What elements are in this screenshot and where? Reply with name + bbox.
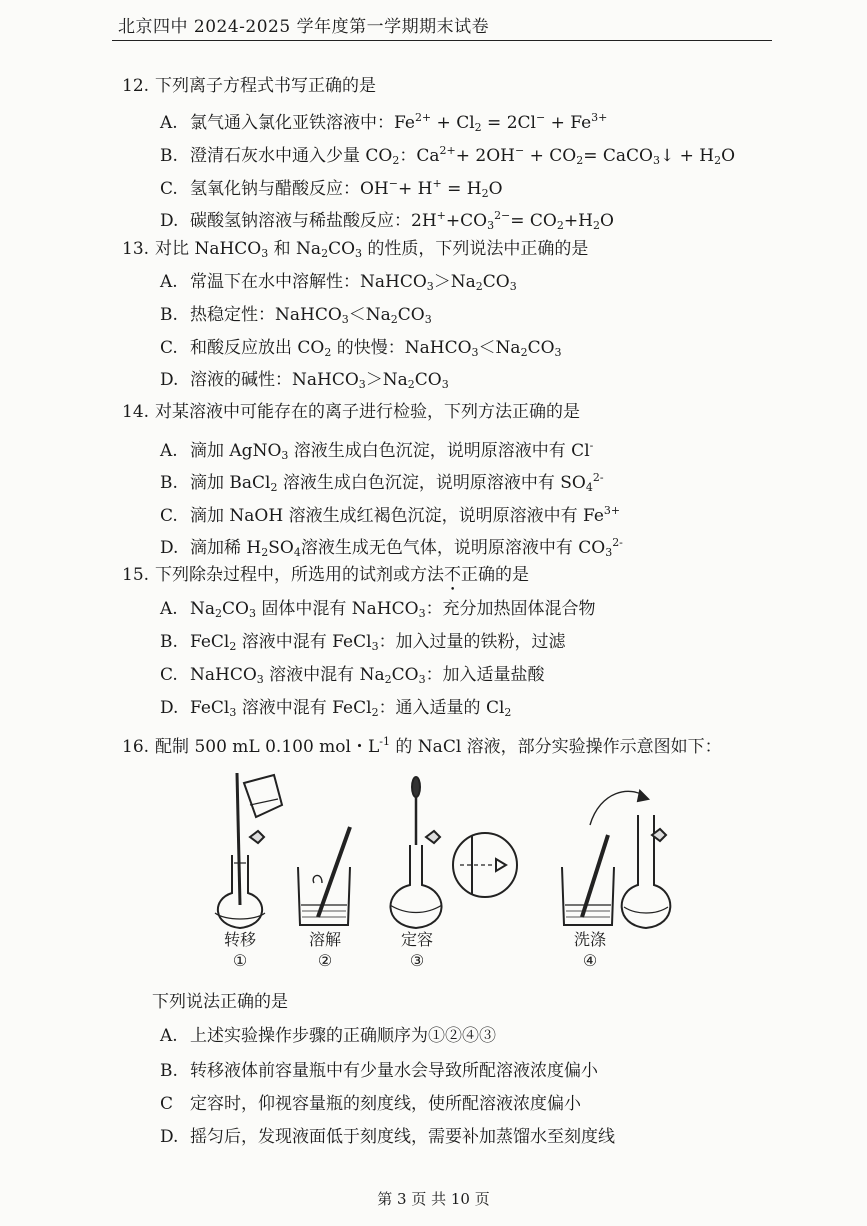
question-13-option-d: D. 溶液的碱性：$NaHCO_3>Na_2CO_3$: [160, 370, 449, 391]
transfer-pouring-beaker: [244, 775, 282, 817]
question-13-option-b: B. 热稳定性：$NaHCO_3<Na_2CO_3$: [160, 305, 432, 326]
transfer-glass-rod: [237, 773, 240, 905]
lab-procedure-diagram: [210, 765, 680, 935]
step-number-4: ④: [582, 951, 598, 970]
transfer-stopper: [250, 831, 264, 843]
question-14-option-b: B. 滴加 BaCl$_2$ 溶液生成白色沉淀，说明原溶液中有 $SO_4^{2-}$: [160, 471, 604, 494]
question-15-stem: 15. 下列除杂过程中，所选用的试剂或方法不正确的是: [122, 565, 530, 585]
question-13-stem: 13. 对比 NaHCO$_3$ 和 $Na_2CO_3$ 的性质，下列说法中正确的是: [122, 239, 589, 260]
question-16-sub-stem: 下列说法正确的是: [152, 992, 288, 1012]
question-16-option-c: C 定容时，仰视容量瓶的刻度线，使所配溶液浓度偏小: [160, 1094, 581, 1114]
question-15-option-a: A. $Na_2CO_3$ 固体中混有 NaHCO$_3$：充分加热固体混合物: [160, 599, 596, 620]
step-number-2: ②: [317, 951, 333, 970]
question-16-option-d: D. 摇匀后，发现液面低于刻度线，需要补加蒸馏水至刻度线: [160, 1127, 615, 1147]
question-16-option-a: A. 上述实验操作步骤的正确顺序为①②④③: [160, 1026, 496, 1046]
lab-procedure-figure: [210, 765, 680, 980]
eye-level-view: [453, 833, 517, 897]
question-15-option-b: B. FeCl$_2$ 溶液中混有 FeCl$_3$：加入过量的铁粉，过滤: [160, 632, 566, 653]
page-footer: 第 3 页 共 10 页: [377, 1190, 490, 1208]
question-15-option-d: D. FeCl$_3$ 溶液中混有 FeCl$_2$：通入适量的 $Cl_2$: [160, 698, 512, 719]
question-12-option-c: C. 氢氧化钠与醋酸反应：$OH^-+ H^+ = H_2O$: [160, 177, 503, 200]
question-16-stem: 16. 配制 500 mL 0.100 mol・$L^{-1}$ 的 NaCl 溶液，部分实验操作示意图如下：: [122, 735, 722, 757]
stir-arrow: [313, 875, 322, 883]
makeup-flask: [390, 845, 442, 928]
question-14-stem: 14. 对某溶液中可能存在的离子进行检验，下列方法正确的是: [122, 402, 581, 422]
label-makeup: 定容: [400, 930, 433, 949]
question-12-option-b: B. 澄清石灰水中通入少量 $CO_2$：$Ca^{2+}+ 2OH^- + CO_2=$ CaCO$_3$↓ + $H_2O$: [160, 144, 735, 167]
question-12-option-a: A. 氯气通入氯化亚铁溶液中：$Fe^{2+} + Cl_2 = 2Cl^- + Fe^{3+}$: [160, 111, 608, 134]
question-13-option-c: C. 和酸反应放出 $CO_2$ 的快慢：$NaHCO_3<Na_2CO_3$: [160, 338, 562, 359]
question-15-option-c: C. NaHCO$_3$ 溶液中混有 $Na_2CO_3$：加入适量盐酸: [160, 665, 545, 686]
dropper: [412, 777, 420, 845]
question-13-option-a: A. 常温下在水中溶解性：$NaHCO_3>Na_2CO_3$: [160, 272, 517, 293]
exam-header: 北京四中 2024-2025 学年度第一学期期末试卷: [118, 17, 490, 37]
wash-flask: [622, 815, 671, 928]
label-transfer: 转移: [223, 930, 256, 949]
question-12-option-d: D. 碳酸氢钠溶液与稀盐酸反应：$2H^++CO_3^{2-}= CO_2+H_2O$: [160, 209, 614, 232]
question-14-option-a: A. 滴加 AgNO$_3$ 溶液生成白色沉淀，说明原溶液中有 Cl-: [160, 439, 594, 462]
header-rule: [112, 40, 772, 41]
dissolve-stirring-rod: [318, 827, 350, 917]
question-16-option-b: B. 转移液体前容量瓶中有少量水会导致所配溶液浓度偏小: [160, 1061, 598, 1081]
emphasis-not: 不: [444, 565, 462, 585]
label-dissolve: 溶解: [308, 930, 341, 949]
curved-arrow: [590, 791, 648, 825]
makeup-stopper: [426, 831, 440, 843]
question-12-stem: 12. 下列离子方程式书写正确的是: [122, 76, 377, 96]
step-number-3: ③: [409, 951, 425, 970]
question-14-option-c: C. 滴加 NaOH 溶液生成红褐色沉淀，说明原溶液中有 $Fe^{3+}$: [160, 504, 621, 526]
label-wash: 洗涤: [573, 930, 606, 949]
question-14-option-d: D. 滴加稀 $H_2SO_4$溶液生成无色气体，说明原溶液中有 $CO_3^{2-}$: [160, 536, 623, 559]
step-number-1: ①: [232, 951, 248, 970]
